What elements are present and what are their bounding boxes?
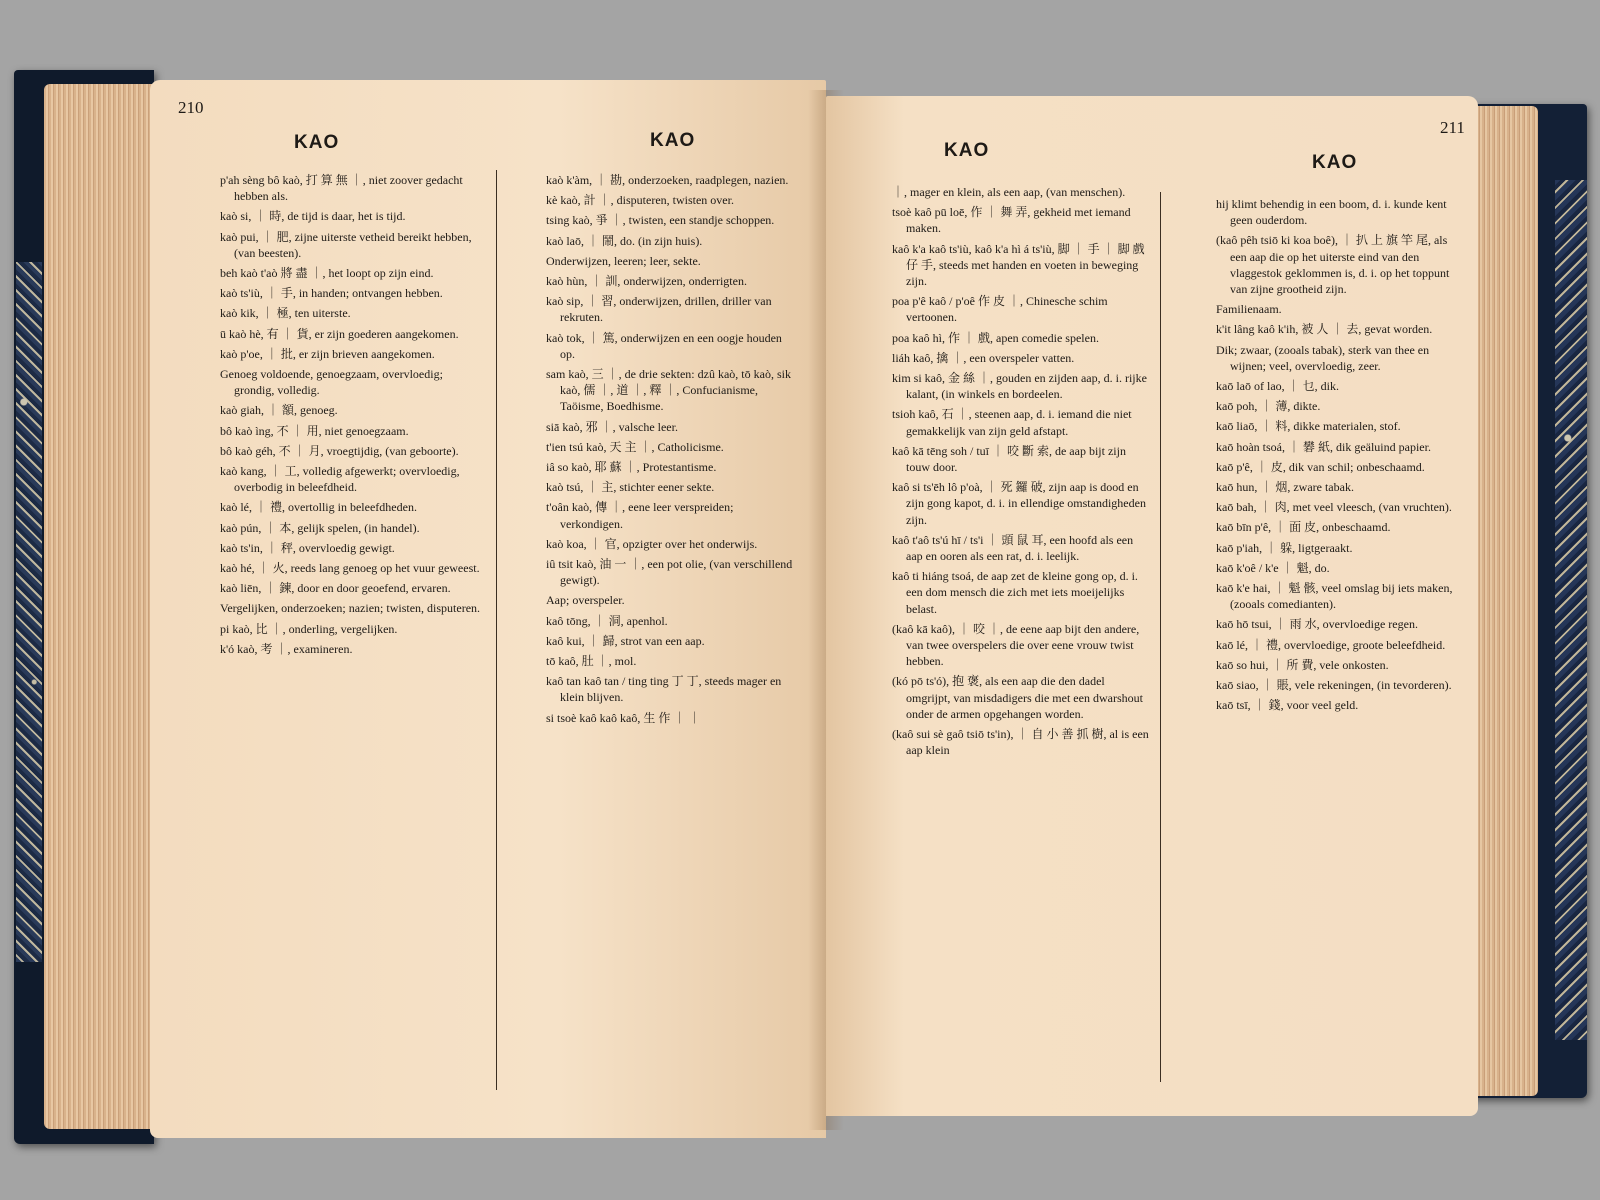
dictionary-entry [546, 673, 796, 705]
page-number-right: 211 [1440, 118, 1465, 137]
entry-text: iû tsit kaò, 油 一 ｜, een pot olie, (van verschillend gewigt). [546, 557, 793, 588]
dictionary-entry [546, 172, 796, 188]
entry-text: (kaô pêh tsiō ki koa boê), ｜ 扒 上 旗 竿 尾, als een aap die op het uiterste eind van den vlaggestok geklommen is, d. i. op het toppunt van zijne grootheid zijn. [1216, 233, 1450, 297]
entry-text: kaō hō tsui, ｜ 雨 水, overvloedige regen. [1216, 617, 1418, 632]
dictionary-headword-entry [546, 592, 796, 608]
column-header-left-1: KAO [294, 132, 340, 153]
dictionary-entry [546, 633, 796, 649]
entry-text: kaô kā tēng soh / tuī ｜ 咬 斷 索, de aap bijt zijn touw door. [892, 443, 1126, 475]
entry-text: kaō p'iah, ｜ 躲, ligtgeraakt. [1216, 540, 1353, 555]
dictionary-entry [1216, 637, 1462, 653]
entry-text: beh kaò t'aò 將 盡 ｜, het loopt op zijn eind. [220, 266, 434, 281]
entry-text: kaō siao, ｜ 賬, vele rekeningen, (in tevorderen). [1216, 678, 1452, 693]
entry-text: si tsoè kaô kaô kaô, 生 作 ｜ ｜ [546, 710, 701, 725]
dictionary-entry [892, 621, 1150, 670]
dictionary-entry [1216, 519, 1462, 535]
marbled-paper-left [16, 262, 42, 962]
entry-text: ū kaò hè, 有 ｜ 貨, er zijn goederen aangekomen. [220, 326, 459, 341]
entry-text: kaō lé, ｜ 禮, overvloedige, groote beleefdheid. [1216, 637, 1446, 652]
entry-text: p'ah sèng bô kaò, 打 算 無 ｜, niet zoover gedacht hebben als. [220, 173, 463, 204]
dictionary-entry [220, 208, 486, 224]
dictionary-headword-entry [220, 366, 486, 398]
dictionary-entry [546, 653, 796, 669]
entry-text: kè kaò, 計 ｜, disputeren, twisten over. [546, 193, 734, 208]
entry-text: hij klimt behendig in een boom, d. i. kunde kent geen ouderdom. [1216, 197, 1447, 228]
entry-text: kaô tan kaô tan / ting ting 丁 丁, steeds mager en klein blijven. [546, 674, 782, 705]
dictionary-entry [220, 346, 486, 362]
dictionary-entry [892, 293, 1150, 325]
dictionary-entry [220, 229, 486, 261]
dictionary-entry [546, 419, 796, 435]
entry-text: t'ien tsú kaò, 天 主 ｜, Catholicisme. [546, 439, 724, 454]
dictionary-entry [1216, 439, 1462, 455]
dictionary-entry [546, 613, 796, 629]
page-edges-left [44, 84, 154, 1129]
dictionary-entry [220, 172, 486, 204]
dictionary-entry [220, 265, 486, 281]
dictionary-entry [1216, 196, 1462, 228]
dictionary-entry [546, 273, 796, 289]
entry-text: kaô k'a kaô ts'iù, kaô k'a hì á ts'iù, 脚 ｜ 手 ｜ 脚 戲 仔 手, steeds met handen en voeten in beweging zijn. [892, 241, 1145, 289]
dictionary-entry [892, 443, 1150, 475]
dictionary-entry [220, 540, 486, 556]
dictionary-entry [1216, 232, 1462, 297]
column-header-left-2: KAO [650, 130, 696, 151]
dictionary-entry [546, 499, 796, 531]
dictionary-entry [1216, 540, 1462, 556]
dictionary-entry [1216, 697, 1462, 713]
entry-text: t'oân kaò, 傳 ｜, eene leer verspreiden; verkondigen. [546, 500, 734, 531]
entry-text: k'ó kaò, 考 ｜, examineren. [220, 641, 353, 656]
entry-text: kaō p'ê, ｜ 皮, dik van schil; onbeschaamd. [1216, 459, 1425, 474]
dictionary-entry [220, 326, 486, 342]
entry-text: kaò k'àm, ｜ 勘, onderzoeken, raadplegen, nazien. [546, 173, 789, 187]
marbled-paper-right [1555, 180, 1587, 1040]
dictionary-entry [892, 370, 1150, 402]
dictionary-entry [546, 710, 796, 726]
column-header-right-2: KAO [1312, 152, 1358, 173]
entry-text: kaò tok, ｜ 篤, onderwijzen en een oogje houden op. [546, 330, 782, 361]
entry-text: kaô ti hiáng tsoá, de aap zet de kleine gong op, d. i. een dom mensch die zich met iets moeijelijks belast. [892, 569, 1138, 616]
entry-text: kaô si ts'ēh lô p'oà, ｜ 死 鑼 破, zijn aap is dood en zijn gong kapot, d. i. in ellendige omstandigheden zijn. [892, 480, 1146, 527]
entry-text: kaō bah, ｜ 肉, met veel vleesch, (van vruchten). [1216, 500, 1452, 515]
entry-text: kaō hun, ｜ 烟, zware tabak. [1216, 480, 1354, 495]
entry-text: kaō laō of lao, ｜ 乜, dik. [1216, 379, 1339, 394]
dictionary-entry [546, 536, 796, 552]
entry-text: poa p'ê kaô / p'oê 作 皮 ｜, Chinesche schim vertoonen. [892, 294, 1108, 325]
dictionary-entry [892, 479, 1150, 528]
entry-text: tsoè kaô pū loē, 作 ｜ 舞 弄, gekheid met iemand maken. [892, 205, 1131, 236]
entry-text: kaō tsī, ｜ 錢, voor veel geld. [1216, 698, 1359, 713]
entry-text: kaô t'aô ts'ú hī / ts'i ｜ 頭 鼠 耳, een hoofd als een aap en ooren als een rat, d. i. leelijk. [892, 532, 1134, 564]
dictionary-entry [220, 520, 486, 536]
entry-text: kaò kang, ｜ 工, volledig afgewerkt; overvloedig, overbodig in beleefdheid. [220, 464, 460, 495]
entry-text: kaò sip, ｜ 習, onderwijzen, drillen, driller van rekruten. [546, 294, 772, 325]
entry-text: kaò laō, ｜ 鬧, do. (in zijn huis). [546, 233, 703, 248]
dictionary-entry [546, 192, 796, 208]
entry-text: kaō k'oê / k'e ｜ 魁, do. [1216, 560, 1330, 575]
entry-text: kaò kik, ｜ 極, ten uiterste. [220, 306, 351, 321]
dictionary-entry [892, 330, 1150, 346]
entry-text: kaò hé, ｜ 火, reeds lang genoeg op het vuur geweest. [220, 561, 480, 576]
entry-text: kaò pui, ｜ 肥, zijne uiterste vetheid bereikt hebben, (van beesten). [220, 229, 472, 260]
entry-text: k'it lâng kaô k'ih, 被 人 ｜ 去, gevat worden. [1216, 322, 1433, 337]
entry-text: (kaô sui sè gaô tsiō ts'in), ｜ 自 小 善 抓 樹, al is een aap klein [892, 727, 1149, 758]
dictionary-entry [892, 204, 1150, 236]
dictionary-entry [892, 184, 1150, 200]
dictionary-entry [1216, 479, 1462, 495]
dictionary-entry [220, 560, 486, 576]
dictionary-entry [892, 532, 1150, 564]
dictionary-entry [220, 402, 486, 418]
entry-text: kaò liēn, ｜ 鍊, door en door geoefend, ervaren. [220, 581, 451, 596]
dictionary-entry [892, 726, 1150, 758]
dictionary-entry [220, 423, 486, 439]
dictionary-headword-entry [546, 556, 796, 588]
dictionary-entry [892, 568, 1150, 617]
entry-text: kaò hùn, ｜ 訓, onderwijzen, onderrigten. [546, 274, 747, 289]
dictionary-entry [1216, 560, 1462, 576]
dictionary-entry [546, 479, 796, 495]
dictionary-entry [1216, 657, 1462, 673]
entry-text: Aap; overspeler. [546, 593, 625, 608]
dictionary-entry [1216, 677, 1462, 693]
dictionary-entry [892, 350, 1150, 366]
entry-text: Dik; zwaar, (zooals tabak), sterk van thee en wijnen; veel, overvloedig, zeer. [1216, 342, 1430, 373]
column-header-right-1: KAO [944, 140, 990, 161]
dictionary-headword-entry [1216, 301, 1462, 317]
entry-text: pi kaò, 比 ｜, onderling, vergelijken. [220, 621, 398, 636]
dictionary-entry [1216, 378, 1462, 394]
dictionary-entry [220, 641, 486, 657]
entry-text: Onderwijzen, leeren; leer, sekte. [546, 253, 701, 268]
entry-text: kaò lé, ｜ 禮, overtollig in beleefdheden. [220, 500, 417, 515]
dictionary-entry [1216, 418, 1462, 434]
dictionary-entry [892, 406, 1150, 438]
entry-text: Vergelijken, onderzoeken; nazien; twisten, disputeren. [220, 601, 481, 616]
entry-text: kaò tsú, ｜ 主, stichter eener sekte. [546, 480, 715, 495]
dictionary-entry [220, 463, 486, 495]
dictionary-entry [220, 305, 486, 321]
entry-text: (kaô kā kaô), ｜ 咬 ｜, de eene aap bijt den andere, van twee overspelers die over eene vrouw twist hebben. [892, 621, 1140, 669]
dictionary-entry [1216, 580, 1462, 612]
entry-text: kaò p'oe, ｜ 批, er zijn brieven aangekomen. [220, 346, 435, 361]
entry-text: kaō poh, ｜ 薄, dikte. [1216, 399, 1321, 414]
entry-text: liáh kaô, 擒 ｜, een overspeler vatten. [892, 350, 1075, 365]
dictionary-entry [1216, 459, 1462, 475]
right-page-column-1 [892, 184, 1150, 1094]
dictionary-entry [546, 439, 796, 455]
entry-text: sam kaò, 三 ｜, de drie sekten: dzû kaò, tō kaò, sik kaò, 儒 ｜, 道 ｜, 釋 ｜, Confucianisme, Taöisme, Boedhisme. [546, 367, 791, 414]
entry-text: kaò si, ｜ 時, de tijd is daar, het is tijd. [220, 209, 406, 224]
dictionary-entry [220, 285, 486, 301]
entry-text: kaò pún, ｜ 本, gelijk spelen, (in handel). [220, 520, 420, 535]
left-page [150, 80, 826, 1138]
dictionary-entry [220, 580, 486, 596]
entry-text: Genoeg voldoende, genoegzaam, overvloedig; grondig, volledig. [220, 367, 443, 398]
dictionary-entry [546, 233, 796, 249]
dictionary-headword-entry [1216, 342, 1462, 374]
entry-text: kaô tōng, ｜ 洞, apenhol. [546, 613, 668, 628]
dictionary-entry [546, 293, 796, 325]
entry-text: kaō liaō, ｜ 料, dikke materialen, stof. [1216, 419, 1401, 434]
entry-text: ｜, mager en klein, als een aap, (van menschen). [892, 185, 1126, 199]
entry-text: (kó pō ts'ó), 抱 褒, als een aap die den dadel omgrijpt, van misdadigers die met een dwarshout onder de armen opgehangen worden. [892, 674, 1143, 721]
dictionary-entry [1216, 398, 1462, 414]
entry-text: kaò koa, ｜ 官, opzigter over het onderwijs. [546, 536, 758, 551]
dictionary-entry [892, 241, 1150, 290]
dictionary-headword-entry [220, 600, 486, 616]
column-rule-left [496, 170, 497, 1090]
dictionary-entry [546, 212, 796, 228]
entry-text: kaò giah, ｜ 額, genoeg. [220, 403, 338, 418]
dictionary-entry [546, 366, 796, 415]
entry-text: bô kaò ìng, 不 ｜ 用, niet genoegzaam. [220, 423, 409, 438]
entry-text: kaò ts'in, ｜ 秤, overvloedig gewigt. [220, 540, 395, 555]
entry-text: bô kaò géh, 不 ｜ 月, vroegtijdig, (van geboorte). [220, 443, 459, 458]
entry-text: kaō bīn p'ê, ｜ 面 皮, onbeschaamd. [1216, 520, 1391, 535]
entry-text: kaō hoàn tsoá, ｜ 礬 紙, dik geäluind papier. [1216, 439, 1431, 454]
right-page [826, 96, 1478, 1116]
dictionary-entry [892, 673, 1150, 722]
entry-text: Familienaam. [1216, 302, 1282, 317]
entry-text: kim si kaô, 金 絲 ｜, gouden en zijden aap, d. i. rijke kalant, (in winkels en bordeelen. [892, 371, 1147, 402]
right-page-column-2 [1216, 196, 1462, 1096]
entry-text: kaō k'e hai, ｜ 魁 骸, veel omslag bij iets maken, (zooals comedianten). [1216, 581, 1453, 612]
entry-text: tsioh kaô, 石 ｜, steenen aap, d. i. iemand die niet gemakkelijk van zijn geld afstapt. [892, 407, 1132, 438]
dictionary-entry [220, 443, 486, 459]
entry-text: tō kaô, 肚 ｜, mol. [546, 654, 637, 669]
dictionary-entry [220, 499, 486, 515]
entry-text: siā kaò, 邪 ｜, valsche leer. [546, 419, 678, 434]
entry-text: iâ so kaò, 耶 蘇 ｜, Protestantisme. [546, 460, 717, 475]
left-page-column-2 [546, 172, 796, 1102]
entry-text: kaò ts'iù, ｜ 手, in handen; ontvangen hebben. [220, 286, 443, 301]
dictionary-entry [546, 459, 796, 475]
dictionary-headword-entry [546, 253, 796, 269]
dictionary-entry [1216, 499, 1462, 515]
dictionary-headword-entry [1216, 321, 1462, 337]
entry-text: tsing kaò, 爭 ｜, twisten, een standje schoppen. [546, 213, 775, 228]
entry-text: poa kaô hì, 作 ｜ 戲, apen comedie spelen. [892, 330, 1099, 345]
column-rule-right [1160, 192, 1161, 1082]
dictionary-entry [220, 621, 486, 637]
entry-text: kaô kui, ｜ 歸, strot van een aap. [546, 633, 705, 648]
entry-text: kaō so hui, ｜ 所 費, vele onkosten. [1216, 657, 1389, 672]
dictionary-entry [1216, 616, 1462, 632]
page-number-left: 210 [178, 98, 204, 117]
dictionary-entry [546, 330, 796, 362]
left-page-column-1 [220, 172, 486, 1102]
